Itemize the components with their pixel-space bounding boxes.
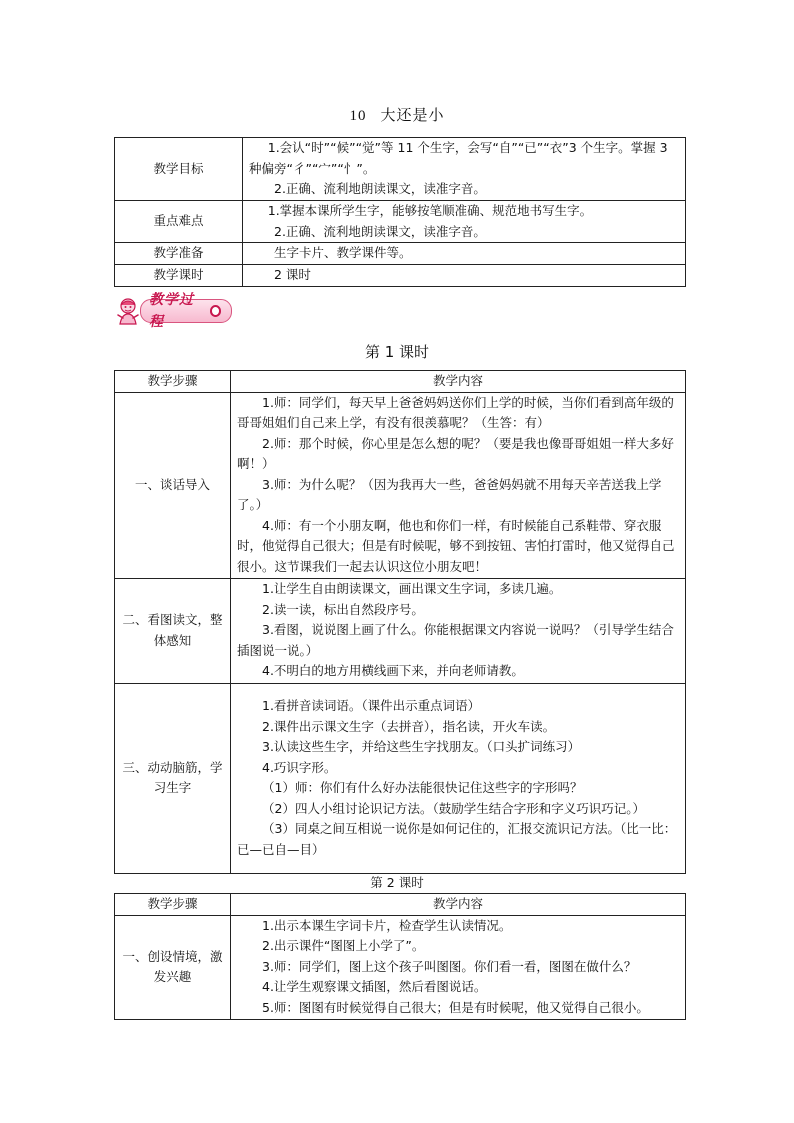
row-content — [243, 265, 686, 287]
row-label: 教学目标 — [115, 138, 243, 201]
paragraph: 2.正确、流利地朗读课文，读准字音。 — [274, 223, 486, 239]
paragraph: 3.师：为什么呢？（因为我再大一些，爸爸妈妈就不用每天辛苦送我上学了。） — [237, 476, 662, 513]
table-row — [115, 243, 686, 265]
period-1-table — [114, 370, 686, 874]
paragraph: 3.认读这些生字，并给这些生字找朋友。（口头扩词练习） — [262, 739, 581, 754]
badge-text: 教学过程 — [149, 292, 194, 330]
paragraph: 1.出示本课生字词卡片，检查学生认读情况。 — [262, 917, 512, 933]
paragraph: 4.巧识字形。 — [262, 759, 337, 775]
step-content — [231, 683, 686, 873]
badge-label — [140, 292, 232, 330]
step-content — [231, 392, 686, 578]
paragraph: 2 课时 — [274, 267, 311, 283]
paragraph: 4.不明白的地方用横线画下来，并向老师请教。 — [262, 663, 524, 679]
step-content — [231, 915, 686, 1019]
period-2-table — [114, 893, 686, 1020]
row-content — [243, 201, 686, 243]
paragraph: 2.正确、流利地朗读课文，读准字音。 — [274, 181, 486, 197]
column-header-content: 教学内容 — [231, 894, 686, 916]
table-row — [115, 915, 686, 1019]
paragraph: 1.师：同学们，每天早上爸爸妈妈送你们上学的时候，当你们看到高年级的哥哥姐姐们自己来上学，有没有很羡慕呢？（生答：有） — [237, 394, 674, 431]
paragraph: 3.看图，说说图上画了什么。你能根据课文内容说一说吗？（引导学生结合插图说一说。） — [237, 622, 674, 658]
table-row — [115, 392, 686, 578]
overview-table — [114, 137, 686, 287]
row-label: 教学准备 — [115, 243, 243, 265]
table-row — [115, 683, 686, 873]
period-2-heading: 第 2 课时 — [370, 875, 424, 890]
paragraph: 生字卡片、教学课件等。 — [274, 245, 412, 261]
paragraph: 2.出示课件“图图上小学了”。 — [262, 938, 425, 954]
paragraph: 3.师：同学们，图上这个孩子叫图图。你们看一看，图图在做什么？ — [262, 958, 637, 974]
period-1-heading: 第 1 课时 — [364, 343, 430, 361]
mascot-icon — [114, 297, 142, 325]
table-row — [115, 578, 686, 683]
lesson-number: 10 — [349, 108, 367, 124]
paragraph: 1.让学生自由朗读课文，画出课文生字词，多读几遍。 — [262, 581, 562, 597]
step-label: 一、创设情境，激发兴趣 — [115, 915, 231, 1019]
paragraph: （3）同桌之间互相说一说你是如何记住的，汇报交流识记方法。（比一比：已—已自—目） — [237, 821, 677, 857]
teaching-process-badge — [114, 292, 232, 330]
column-header-content: 教学内容 — [231, 371, 686, 393]
step-label: 一、谈话导入 — [115, 392, 231, 578]
lesson-title — [0, 104, 794, 125]
paragraph: （1）师：你们有什么好办法能很快记住这些字的字形吗？ — [262, 780, 583, 795]
table-header-row — [115, 894, 686, 916]
step-label: 三、动动脑筋，学习生字 — [115, 683, 231, 873]
paragraph: （2）四人小组讨论识记方法。（鼓励学生结合字形和字义巧识巧记。） — [262, 800, 645, 816]
paragraph: 2.师：那个时候，你心里是怎么想的呢？（要是我也像哥哥姐姐一样大多好啊！） — [237, 435, 674, 472]
paragraph: 5.师：图图有时候觉得自己很大；但是有时候呢，他又觉得自己很小。 — [262, 999, 649, 1015]
column-header-step: 教学步骤 — [115, 894, 231, 916]
row-label: 教学课时 — [115, 265, 243, 287]
paragraph: 4.让学生观察课文插图，然后看图说话。 — [262, 979, 487, 995]
row-label: 重点难点 — [115, 201, 243, 243]
table-header-row — [115, 371, 686, 393]
step-content — [231, 578, 686, 683]
row-content — [243, 243, 686, 265]
flower-icon — [210, 305, 221, 317]
step-label: 二、看图读文，整体感知 — [115, 578, 231, 683]
paragraph: 1.看拼音读词语。（课件出示重点词语） — [262, 698, 481, 713]
table-row — [115, 265, 686, 287]
row-content — [243, 138, 686, 201]
table-row — [115, 138, 686, 201]
paragraph: 2.读一读，标出自然段序号。 — [262, 601, 424, 617]
paragraph: 4.师：有一个小朋友啊，他也和你们一样，有时候能自己系鞋带、穿衣服时，他觉得自己很大；但是有时候呢，够不到按钮、害怕打雷时，他又觉得自己很小。这节课我们一起去认识这位小朋友吧！ — [237, 517, 675, 574]
lesson-title-text: 大还是小 — [380, 106, 445, 124]
paragraph: 1.掌握本课所学生字，能够按笔顺准确、规范地书写生字。 — [267, 203, 593, 218]
table-row — [115, 201, 686, 243]
paragraph: 2.课件出示课文生字（去拼音），指名读，开火车读。 — [262, 718, 556, 734]
paragraph: 1.会认“时”“候”“觉”等 11 个生字，会写“自”“已”“衣”3 个生字。掌握 3 种偏旁“彳”“宀”“忄”。 — [249, 140, 668, 176]
column-header-step: 教学步骤 — [115, 371, 231, 393]
